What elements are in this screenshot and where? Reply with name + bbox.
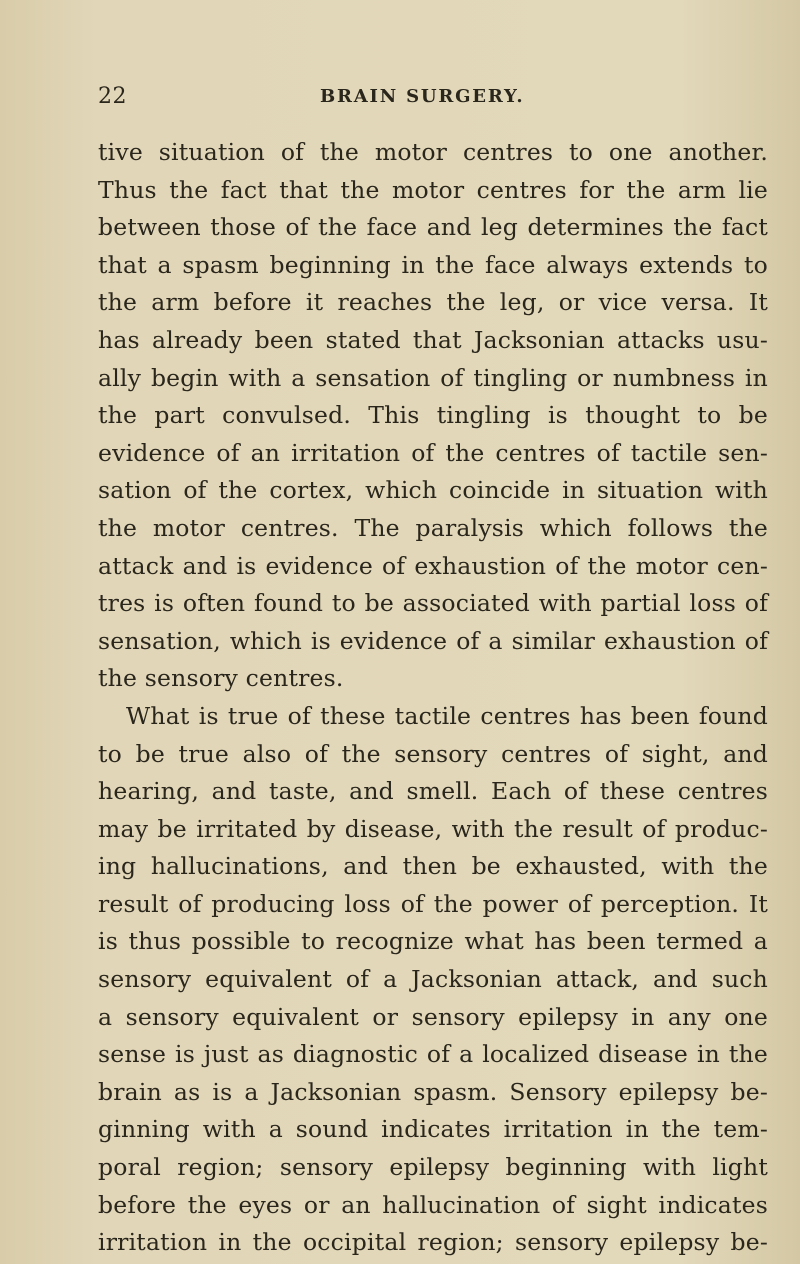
text-line: is thus possible to recognize what has been termed a [98,927,768,956]
text-line: sense is just as diagnostic of a localized disease in the [98,1040,768,1069]
text-line: sensation, which is evidence of a similar exhaustion of [98,626,768,655]
text-line: tres is often found to be associated with partial loss of [98,589,768,618]
text-line: ginning with a sound indicates irritation in the tem- [98,1115,768,1144]
text-line: may be irritated by disease, with the result of produc- [98,814,768,843]
text-line: irritation in the occipital region; sensory epilepsy be- [98,1228,768,1257]
text-line: ing hallucinations, and then be exhausted, with the [98,852,768,881]
text-line: sation of the cortex, which coincide in situation with [98,476,768,505]
text-line: has already been stated that Jacksonian attacks usu- [98,325,768,354]
text-line: tive situation of the motor centres to one another. [98,138,768,166]
text-line: the part convulsed. This tingling is thought to be [98,401,768,430]
text-line: hearing, and taste, and smell. Each of these centres [98,777,768,806]
text-line: the motor centres. The paralysis which follows the [98,513,768,542]
body-text [98,134,768,1262]
text-line: result of producing loss of the power of perception. It [98,889,768,918]
page-header [98,84,768,114]
text-line: evidence of an irritation of the centres of tactile sen- [98,438,768,467]
text-line: brain as is a Jacksonian spasm. Sensory epilepsy be- [98,1077,768,1106]
text-line: a sensory equivalent or sensory epilepsy in any one [98,1002,768,1031]
text-line: that a spasm beginning in the face always extends to [98,250,768,279]
text-line: the arm before it reaches the leg, or vice versa. It [98,288,768,317]
paragraph-start-line: What is true of these tactile centres has been found [126,701,768,730]
text-line: ally begin with a sensation of tingling or numbness in [98,363,768,392]
text-line: Thus the fact that the motor centres for the arm lie [98,175,768,204]
paragraph-end-line: the sensory centres. [98,664,344,693]
text-line: sensory equivalent of a Jacksonian attack, and such [98,965,768,994]
page-number: 22 [98,84,127,109]
text-line: poral region; sensory epilepsy beginning with light [98,1153,768,1182]
text-line: between those of the face and leg determines the fact [98,213,768,242]
text-line: attack and is evidence of exhaustion of the motor cen- [98,551,768,580]
running-head: BRAIN SURGERY. [320,86,525,107]
text-line: to be true also of the sensory centres of sight, and [98,739,768,768]
text-line: before the eyes or an hallucination of sight indicates [98,1190,768,1219]
